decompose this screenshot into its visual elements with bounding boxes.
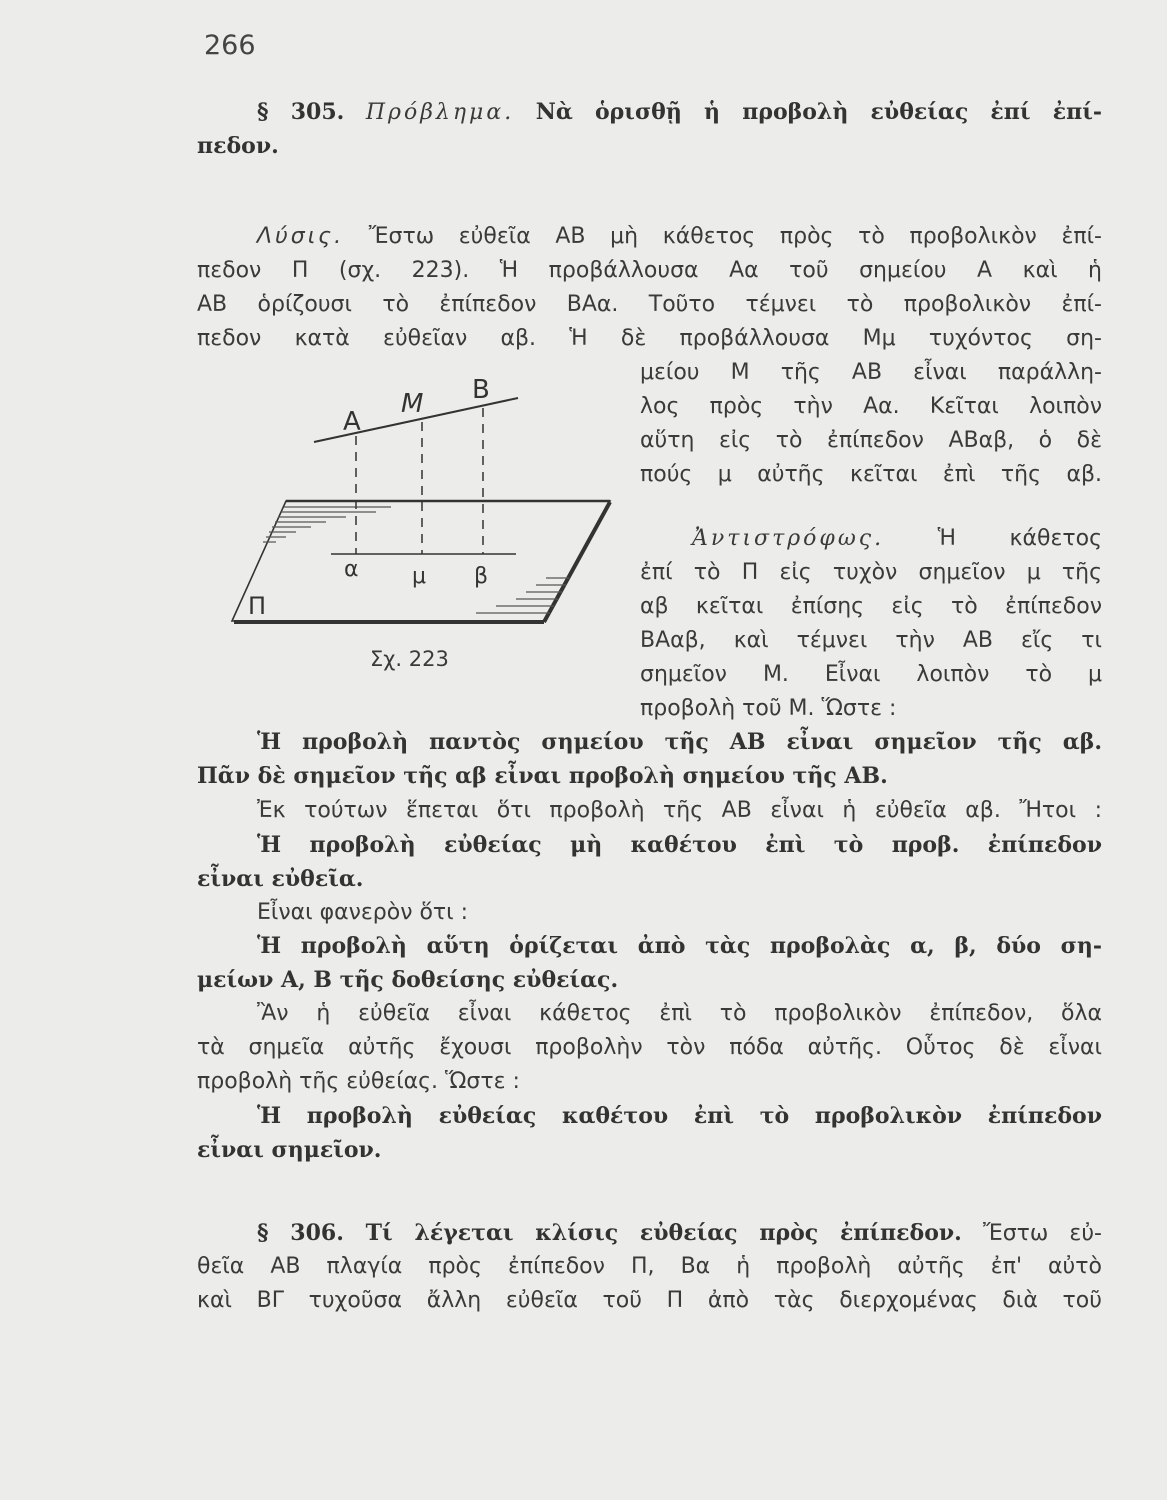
antistrofos-line-1 — [692, 524, 1102, 554]
plane-shading — [263, 507, 391, 542]
section-305-heading — [257, 97, 1102, 128]
section-305-heading-cont: πεδον. — [197, 133, 279, 159]
lysis-line-8: πούς μ αὐτῆς κεῖται ἐπὶ τῆς αβ. — [640, 462, 1102, 487]
antistrofos-label: Ἀντιστρόφως. — [692, 526, 885, 551]
theorem-2-line-2: εἶναι εὐθεῖα. — [197, 866, 364, 892]
figure-caption: Σχ. 223 — [370, 647, 449, 671]
theorem-2-line-1: Ἡ προβολὴ εὐθείας μὴ καθέτου ἐπὶ τὸ προβ. ἐπίπεδον — [257, 832, 1102, 858]
section-306-line-1 — [257, 1218, 1102, 1249]
label-Pi: Π — [248, 592, 267, 620]
figure-223 — [226, 370, 616, 640]
section-306-line-3: καὶ ΒΓ τυχοῦσα ἄλλη εὐθεῖα τοῦ Π ἀπὸ τὰς διερχομένας διὰ τοῦ — [197, 1288, 1102, 1313]
theorem-1-line-2: Πᾶν δὲ σημεῖον τῆς αβ εἶναι προβολὴ σημείου τῆς ΑΒ. — [197, 763, 888, 789]
antistrofos-text-1: Ἡ κάθετος — [937, 526, 1102, 551]
section-305-title: Νὰ ὁρισθῇ ἡ προβολὴ εὐθείας ἐπί ἐπί- — [535, 99, 1102, 125]
theorem-4-line-2: εἶναι σημεῖον. — [197, 1137, 382, 1163]
label-A: Α — [343, 407, 361, 437]
plane-edge-right — [544, 502, 610, 622]
label-M: Μ — [401, 389, 424, 419]
antistrofos-line-4: ΒΑαβ, καὶ τέμνει τὴν ΑΒ εἴς τι — [640, 628, 1102, 653]
lysis-line-4: πεδον κατὰ εὐθεῖαν αβ. Ἡ δὲ προβάλλουσα Μμ τυχόντος ση- — [197, 326, 1102, 351]
label-mu: μ — [412, 564, 426, 589]
antistrofos-line-3: αβ κεῖται ἐπίσης εἰς τὸ ἐπίπεδον — [640, 594, 1102, 619]
projector-lines — [356, 408, 483, 554]
lysis-label: Λύσις. — [257, 224, 345, 249]
section-305-number: § 305. — [257, 99, 345, 125]
lysis-text-1: Ἔστω εὐθεῖα ΑΒ μὴ κάθετος πρὸς τὸ προβολικὸν ἐπί- — [368, 224, 1102, 249]
section-306-line-2: θεῖα ΑΒ πλαγία πρὸς ἐπίπεδον Π, Βα ἡ προβολὴ αὐτῆς ἐπ' αὐτὸ — [197, 1254, 1102, 1279]
lysis-line-1 — [257, 222, 1102, 252]
theorem-3-line-1: Ἡ προβολὴ αὕτη ὁρίζεται ἀπὸ τὰς προβολὰς α, β, δύο ση- — [257, 933, 1102, 959]
theorem-4-line-1: Ἡ προβολὴ εὐθείας καθέτου ἐπὶ τὸ προβολικὸν ἐπίπεδον — [257, 1103, 1102, 1129]
lysis-line-3: ΑΒ ὁρίζουσι τὸ ἐπίπεδον ΒΑα. Τοῦτο τέμνει τὸ προβολικὸν ἐπί- — [197, 292, 1102, 317]
lysis-line-6: λος πρὸς τὴν Αα. Κεῖται λοιπὸν — [640, 394, 1102, 419]
label-B: Β — [472, 375, 490, 405]
perp-line-1: Ἂν ἡ εὐθεῖα εἶναι κάθετος ἐπὶ τὸ προβολικὸν ἐπίπεδον, ὅλα — [257, 1001, 1102, 1026]
perp-line-2: τὰ σημεῖα αὐτῆς ἔχουσι προβολὴν τὸν πόδα αὐτῆς. Οὗτος δὲ εἶναι — [197, 1035, 1102, 1060]
plane-shading-right — [476, 578, 569, 613]
after-theorem-1: Ἐκ τούτων ἕπεται ὅτι προβολὴ τῆς ΑΒ εἶναι ἡ εὐθεῖα αβ. Ἤτοι : — [257, 798, 1102, 823]
lysis-line-5: μείου Μ τῆς ΑΒ εἶναι παράλλη- — [640, 360, 1102, 385]
theorem-3-line-2: μείων Α, Β τῆς δοθείσης εὐθείας. — [197, 967, 619, 993]
section-306-text-1: Ἔστω εὐ- — [982, 1221, 1102, 1246]
after-theorem-2: Εἶναι φανερὸν ὅτι : — [257, 900, 469, 925]
perp-line-3: προβολὴ τῆς εὐθείας. Ὥστε : — [197, 1069, 520, 1094]
antistrofos-line-2: ἐπί τὸ Π εἰς τυχὸν σημεῖον μ τῆς — [640, 560, 1102, 585]
page-number: 266 — [204, 30, 256, 61]
lysis-line-2: πεδον Π (σχ. 223). Ἡ προβάλλουσα Αα τοῦ σημείου Α καὶ ἡ — [197, 258, 1102, 283]
section-306-heading: § 306. Τί λέγεται κλίσις εὐθείας πρὸς ἐπίπεδον. — [257, 1220, 962, 1246]
lysis-line-7: αὕτη εἰς τὸ ἐπίπεδον ΑΒαβ, ὁ δὲ — [640, 428, 1102, 453]
section-305-label: Πρόβλημα. — [365, 100, 515, 125]
theorem-1-line-1: Ἡ προβολὴ παντὸς σημείου τῆς ΑΒ εἶναι σημεῖον τῆς αβ. — [257, 729, 1102, 755]
antistrofos-line-5: σημεῖον Μ. Εἶναι λοιπὸν τὸ μ — [640, 662, 1102, 687]
label-beta: β — [474, 564, 489, 589]
antistrofos-line-6: προβολὴ τοῦ Μ. Ὥστε : — [640, 696, 897, 721]
label-alpha: α — [344, 557, 359, 582]
